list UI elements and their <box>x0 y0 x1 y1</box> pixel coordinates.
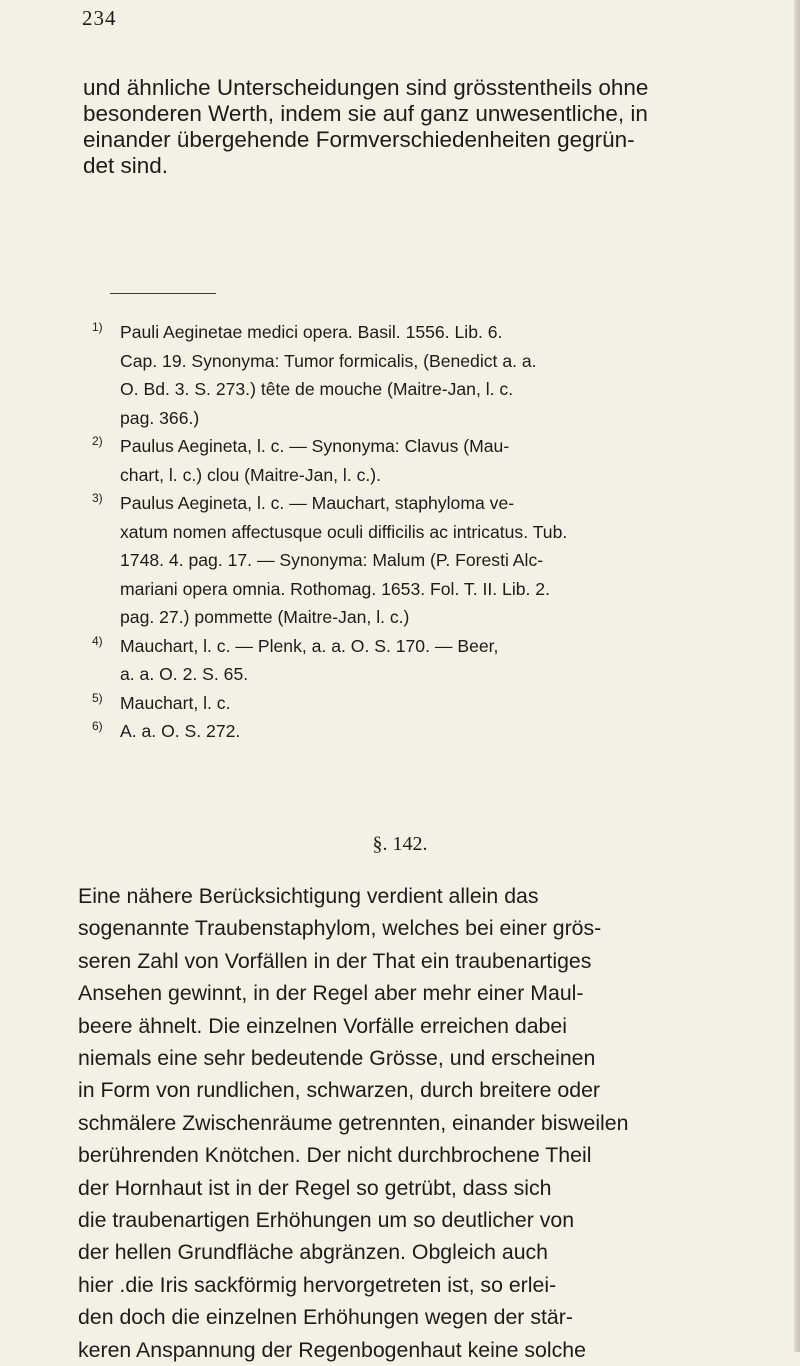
footnote-number: 5) <box>92 690 103 705</box>
section-paragraph <box>78 880 788 1366</box>
page-number: 234 <box>82 6 117 30</box>
body-line: der hellen Grundfläche abgränzen. Obgleich auch <box>78 1240 549 1265</box>
page-edge <box>794 0 800 1352</box>
footnote-number: 6) <box>92 719 103 733</box>
body-line: berührenden Knötchen. Der nicht durchbrochene Theil <box>78 1143 592 1168</box>
footnote-separator <box>110 293 216 294</box>
body-line: der Hornhaut ist in der Regel so getrübt, dass sich <box>78 1175 552 1200</box>
footnote-line: a. a. O. 2. S. 65. <box>120 664 249 684</box>
footnote-3 <box>92 489 782 632</box>
footnote-line: Paulus Aegineta, l. c. — Synonyma: Clavus (Mau- <box>120 436 510 456</box>
footnote-line: Mauchart, l. c. — Plenk, a. a. O. S. 170. — Beer, <box>120 635 499 656</box>
footnote-number: 3) <box>92 491 103 505</box>
footnote-line: Mauchart, l. c. <box>120 692 231 713</box>
body-line: beere ähnelt. Die einzelnen Vorfälle erreichen dabei <box>78 1013 567 1038</box>
body-line: Ansehen gewinnt, in der Regel aber mehr einer Maul- <box>78 981 584 1006</box>
footnote-5 <box>92 689 782 718</box>
footnote-2 <box>92 432 782 489</box>
footnote-line: A. a. O. S. 272. <box>120 721 241 741</box>
footnote-line: pag. 366.) <box>120 407 200 428</box>
footnote-number: 1) <box>92 320 103 334</box>
footnote-line: xatum nomen affectusque oculi difficilis ac intricatus. Tub. <box>120 521 568 542</box>
footnote-4 <box>92 632 782 689</box>
footnote-line: mariani opera omnia. Rothomag. 1653. Fol. T. II. Lib. 2. <box>120 578 550 599</box>
intro-line: einander übergehende Formverschiedenheiten gegrün- <box>83 127 635 152</box>
body-line: die traubenartigen Erhöhungen um so deutlicher von <box>78 1208 575 1233</box>
body-line: sogenannte Traubenstaphylom, welches bei einer grös- <box>78 916 602 941</box>
footnote-line: Cap. 19. Synonyma: Tumor formicalis, (Benedict a. a. <box>120 350 537 371</box>
body-line: seren Zahl von Vorfällen in der That ein traubenartiges <box>78 948 592 973</box>
footnote-line: pag. 27.) pommette (Maitre-Jan, l. c.) <box>120 607 410 627</box>
footnote-1 <box>92 318 782 432</box>
intro-paragraph <box>83 75 773 179</box>
footnote-number: 2) <box>92 434 103 448</box>
footnote-line: 1748. 4. pag. 17. — Synonyma: Malum (P. Foresti Alc- <box>120 550 544 570</box>
section-heading: §. 142. <box>372 833 428 855</box>
body-line: niemals eine sehr bedeutende Grösse, und erscheinen <box>78 1046 596 1071</box>
footnote-6 <box>92 717 782 746</box>
footnote-line: Paulus Aegineta, l. c. — Mauchart, staphyloma ve- <box>120 493 515 513</box>
body-line: Eine nähere Berücksichtigung verdient allein das <box>78 884 539 908</box>
footnotes <box>92 318 782 746</box>
intro-line: und ähnliche Unterscheidungen sind grösstentheils ohne <box>83 75 649 100</box>
body-line: schmälere Zwischenräume getrennten, einander bisweilen <box>78 1110 629 1135</box>
footnote-line: Pauli Aeginetae medici opera. Basil. 1556. Lib. 6. <box>120 322 503 342</box>
body-line: in Form von rundlichen, schwarzen, durch breitere oder <box>78 1078 601 1103</box>
footnote-number: 4) <box>92 633 103 648</box>
body-line: den doch die einzelnen Erhöhungen wegen der stär- <box>78 1305 573 1330</box>
intro-line: besonderen Werth, indem sie auf ganz unwesentliche, in <box>83 101 648 126</box>
footnote-line: O. Bd. 3. S. 273.) tête de mouche (Maitre-Jan, l. c. <box>120 379 514 399</box>
footnote-line: chart, l. c.) clou (Maitre-Jan, l. c.). <box>120 464 382 485</box>
intro-line: det sind. <box>83 153 169 178</box>
body-line: hier .die Iris sackförmig hervorgetreten ist, so erlei- <box>78 1272 557 1297</box>
body-line: keren Anspannung der Regenbogenhaut keine solche <box>78 1337 586 1362</box>
